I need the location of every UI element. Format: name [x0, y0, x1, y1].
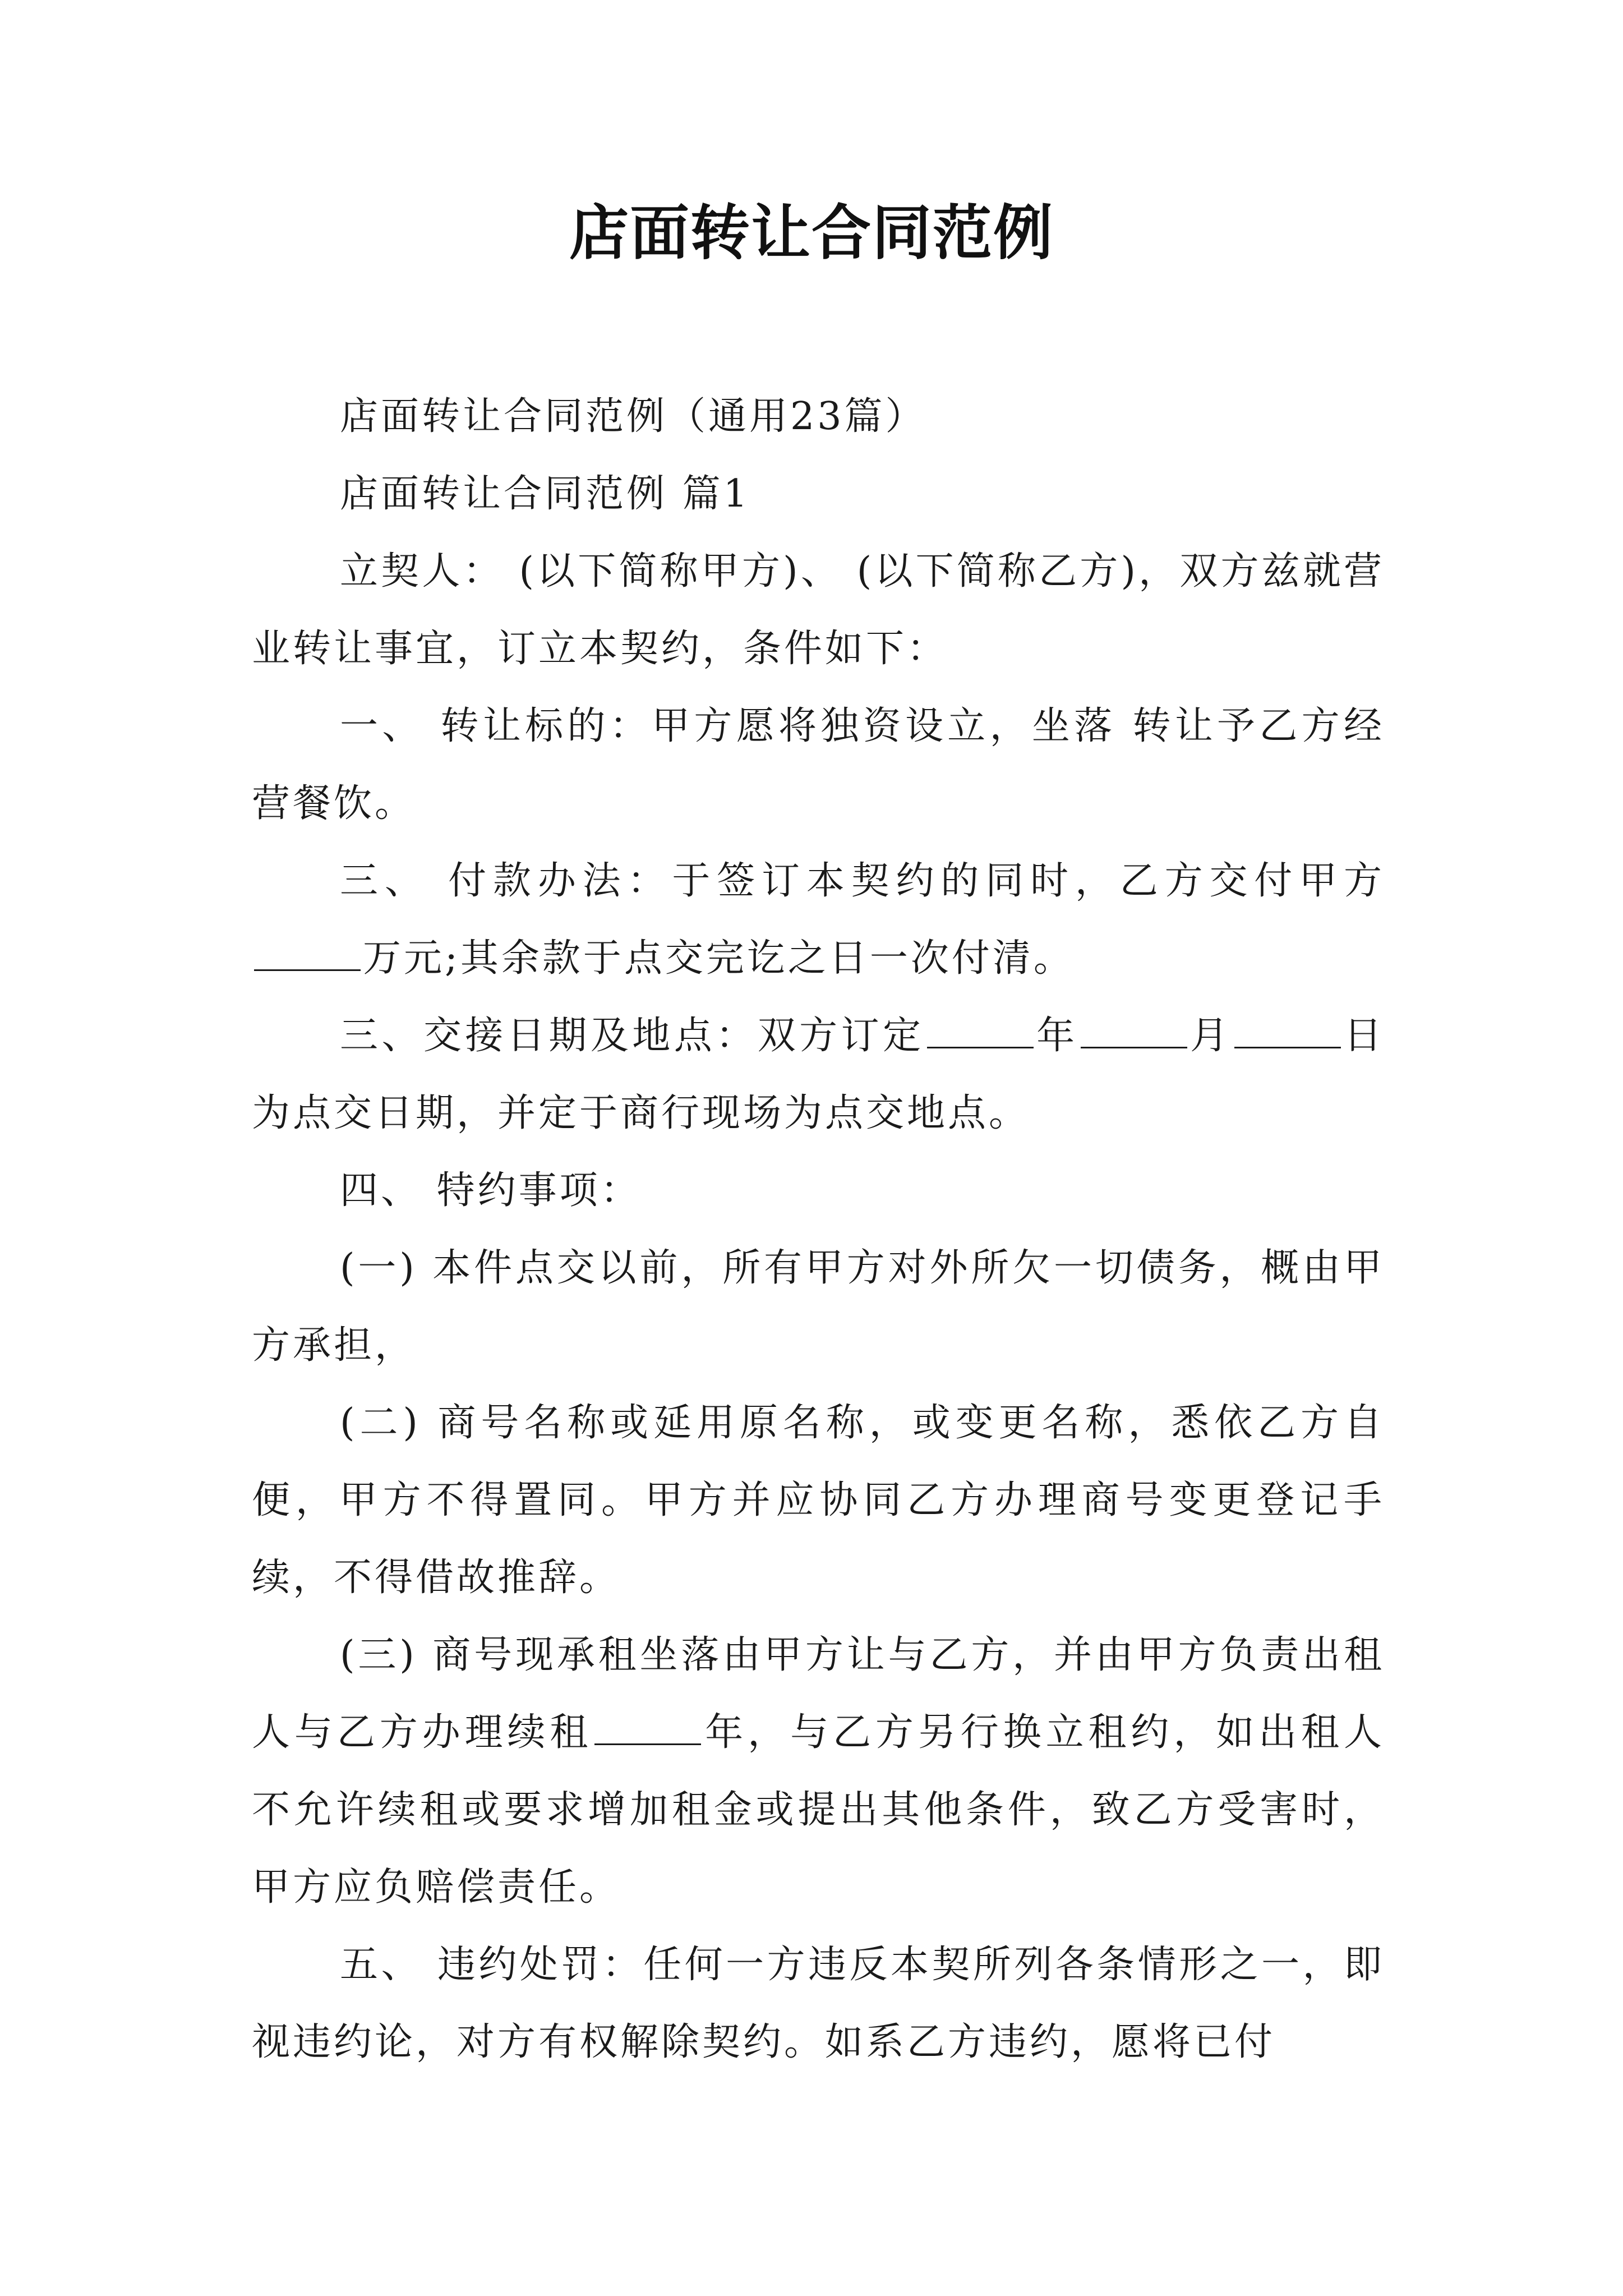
paragraph-text: 月: [1189, 1014, 1232, 1058]
paragraph-text: 四、 特约事项：: [340, 1168, 642, 1213]
fill-in-blank: [927, 1046, 1034, 1048]
paragraph-clause-special: [252, 1152, 1385, 1230]
document-body: [252, 378, 1385, 2081]
paragraph-text: 万元;其余款于点交完讫之日一次付清。: [363, 936, 1075, 981]
paragraph-subclause-3: [252, 1617, 1385, 1926]
paragraph-text: 三、 付款办法：于签订本契约的同时，乙方交付甲方: [340, 859, 1385, 903]
fill-in-blank: [254, 969, 361, 971]
paragraph-text: (三) 商号现承租坐落由甲方让与乙方，并由甲方负责出租人与乙方办理续租: [252, 1633, 1385, 1755]
paragraph-text: 店面转让合同范例（通用23篇）: [340, 394, 926, 439]
paragraph-text: 年，与乙方另行换立租约，如出租人不允许续租或要求增加租金或提出其他条件，致乙方受害时，甲方应负赔偿责任。: [252, 1710, 1385, 1910]
fill-in-blank: [1081, 1046, 1187, 1048]
paragraph-section-heading: [252, 455, 1385, 533]
paragraph-text: 一、 转让标的：甲方愿将独资设立，坐落 转让予乙方经营餐饮。: [252, 704, 1385, 826]
paragraph-text: (二) 商号名称或延用原名称，或变更名称，悉依乙方自便，甲方不得置同。甲方并应协同乙方办理商号变更登记手续，不得借故推辞。: [252, 1401, 1385, 1600]
paragraph-text: 店面转让合同范例 篇1: [340, 472, 750, 516]
paragraph-clause-handover: [252, 997, 1385, 1152]
paragraph-text: 年: [1035, 1014, 1078, 1058]
fill-in-blank: [1234, 1046, 1341, 1048]
paragraph-clause-payment: [252, 843, 1385, 997]
paragraph-text: 立契人： (以下简称甲方)、 (以下简称乙方)，双方兹就营业转让事宜，订立本契约，条件如下：: [252, 549, 1385, 671]
paragraph-text: 三、交接日期及地点：双方订定: [340, 1014, 925, 1058]
paragraph-clause-penalty: [252, 1926, 1385, 2081]
fill-in-blank: [594, 1743, 701, 1745]
paragraph-subclause-2: [252, 1384, 1385, 1617]
paragraph-text: 五、 违约处罚：任何一方违反本契所列各条情形之一，即视违约论，对方有权解除契约。如系乙方违约，愿将已付: [252, 1943, 1385, 2064]
paragraph-subtitle: [252, 378, 1385, 455]
paragraph-text: (一) 本件点交以前，所有甲方对外所欠一切债务，概由甲方承担，: [252, 1246, 1385, 1368]
paragraph-parties: [252, 533, 1385, 688]
paragraph-subclause-1: [252, 1230, 1385, 1384]
paragraph-text: 日为点交日期，并定于商行现场为点交地点。: [252, 1014, 1385, 1135]
document-title: 店面转让合同范例: [569, 197, 1054, 268]
paragraph-clause-1: [252, 688, 1385, 843]
